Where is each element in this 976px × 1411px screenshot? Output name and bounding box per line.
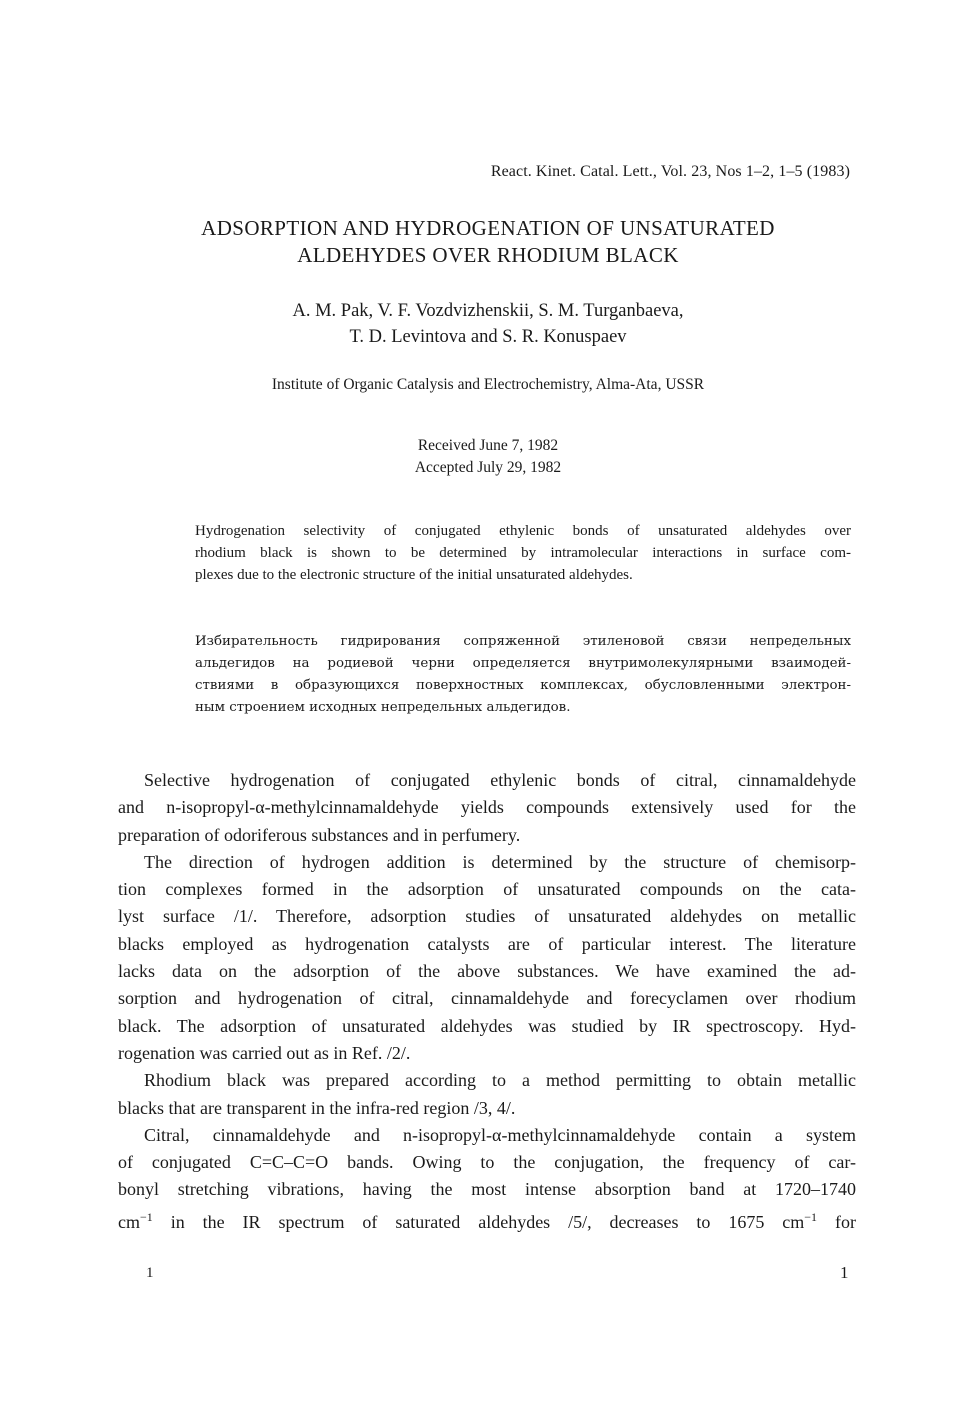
abstract-english (195, 520, 851, 586)
title-line-1: ADSORPTION AND HYDROGENATION OF UNSATURATED (201, 216, 775, 240)
body-line: blacks employed as hydrogenation catalysts are of particular interest. The literature (118, 933, 856, 954)
body-line: blacks that are transparent in the infra-red region /3, 4/. (118, 1097, 516, 1118)
title-line-2: ALDEHYDES OVER RHODIUM BLACK (297, 243, 679, 267)
abstract-russian (195, 631, 851, 719)
unit-text: cm (782, 1211, 805, 1232)
body-line: lacks data on the adsorption of the above substances. We have examined the ad- (118, 961, 856, 982)
body-line: Selective hydrogenation of conjugated ethylenic bonds of citral, cinnamaldehyde (144, 770, 856, 790)
body-text-fragment: for (817, 1211, 856, 1232)
body-line: black. The adsorption of unsaturated aldehydes was studied by IR spectroscopy. Hyd- (118, 1015, 856, 1036)
author-list (0, 298, 976, 350)
submission-dates (0, 435, 976, 479)
body-text-fragment: in the IR spectrum of saturated aldehydes /5/, decreases to 1675 (152, 1211, 783, 1232)
body-line: sorption and hydrogenation of citral, cinnamaldehyde and forecyclamen over rhodium (118, 988, 856, 1009)
body-line: lyst surface /1/. Therefore, adsorption studies of unsaturated aldehydes on metallic (118, 906, 856, 927)
body-line: bonyl stretching vibrations, having the most intense absorption band at 1720–1740 (118, 1179, 856, 1200)
abstract-en-line: Hydrogenation selectivity of conjugated ethylenic bonds of unsaturated aldehydes over (195, 523, 851, 539)
abstract-ru-line: Избирательность гидрирования сопряженной этиленовой связи непредельных (195, 634, 851, 649)
unit-exponent: −1 (140, 1209, 153, 1224)
authors-line-2: T. D. Levintova and S. R. Konuspaev (349, 327, 627, 347)
body-line: tion complexes formed in the adsorption of unsaturated compounds on the cata- (118, 879, 856, 900)
abstract-ru-line: ным строением исходных непредельных альдегидов. (195, 700, 571, 715)
body-line: Citral, cinnamaldehyde and n-isopropyl-α-methylcinnamaldehyde contain a system (144, 1124, 856, 1145)
abstract-en-line: rhodium black is shown to be determined by intramolecular interactions in surface com- (195, 545, 851, 561)
abstract-ru-line: альдегидов на родиевой черни определяется внутримолекулярными взаимодей- (195, 656, 851, 671)
authors-line-1: A. M. Pak, V. F. Vozdvizhenskii, S. M. Turganbaeva, (292, 301, 684, 321)
abstract-en-line: plexes due to the electronic structure of the initial unsaturated aldehydes. (195, 567, 633, 583)
journal-citation: React. Kinet. Catal. Lett., Vol. 23, Nos 1–2, 1–5 (1983) (490, 163, 850, 180)
body-text (118, 767, 856, 1236)
body-line: Rhodium black was prepared according to a method permitting to obtain metallic (144, 1070, 856, 1091)
body-line: and n-isopropyl-α-methylcinnamaldehyde yields compounds extensively used for the (118, 797, 856, 818)
body-line: preparation of odoriferous substances and in perfumery. (118, 824, 521, 845)
body-line-with-units (118, 1204, 856, 1236)
body-line: of conjugated C=C–C=O bands. Owing to the conjugation, the frequency of car- (118, 1152, 856, 1173)
page-number-right: 1 (840, 1263, 849, 1282)
body-line: rogenation was carried out as in Ref. /2/. (118, 1042, 411, 1063)
unit-text: cm (118, 1211, 140, 1232)
accepted-date: Accepted July 29, 1982 (414, 459, 562, 476)
affiliation: Institute of Organic Catalysis and Electrochemistry, Alma-Ata, USSR (271, 376, 705, 393)
received-date: Received June 7, 1982 (417, 437, 559, 454)
article-title (0, 215, 976, 269)
abstract-ru-line: ствиями в образующихся поверхностных комплексах, обусловленными электрон- (195, 678, 851, 693)
body-line: The direction of hydrogen addition is determined by the structure of chemisorp- (144, 851, 856, 872)
unit-exponent: −1 (804, 1209, 818, 1224)
page-number-left: 1 (146, 1265, 154, 1281)
